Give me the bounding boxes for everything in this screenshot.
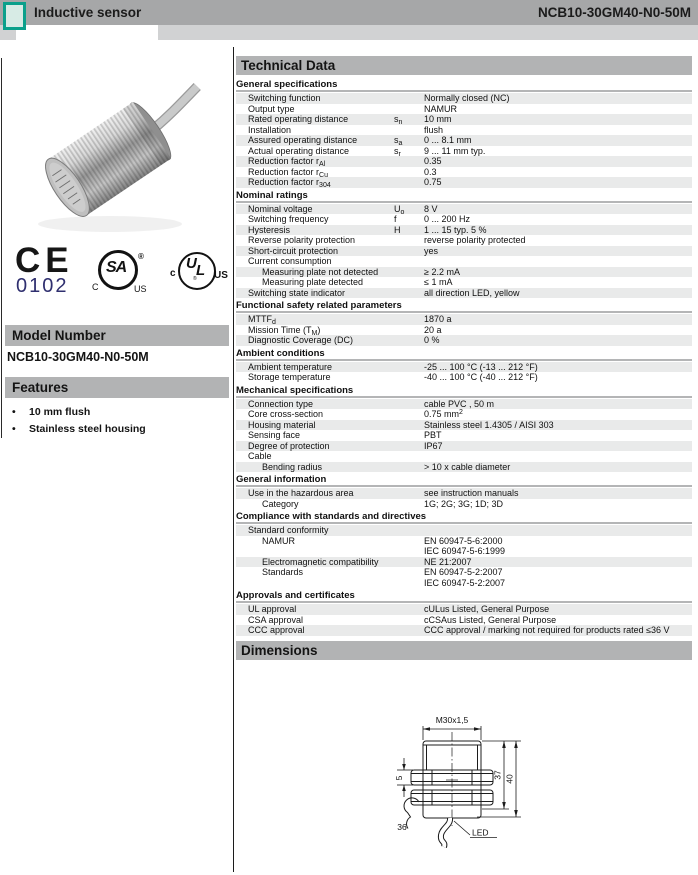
spec-label: Rated operating distance <box>248 114 349 124</box>
spec-value: 10 mm <box>424 114 452 124</box>
spec-value: PBT <box>424 430 442 440</box>
spec-value: -25 ... 100 °C (-13 ... 212 °F) <box>424 361 538 372</box>
spec-value: ≤ 1 mA <box>424 277 453 287</box>
spec-row <box>236 225 692 236</box>
spec-row <box>236 256 692 267</box>
spec-value: ≥ 2.2 mA <box>424 266 460 277</box>
spec-value: > 10 x cable diameter <box>424 461 511 472</box>
ce-notified-body-number: 0102 <box>16 275 69 297</box>
csa-letters: SA <box>106 259 127 276</box>
spec-symbol <box>394 267 424 278</box>
spec-row <box>236 125 692 136</box>
ul-mark <box>170 252 228 294</box>
spec-label: Housing material <box>248 419 316 430</box>
header-model-number: NCB10-30GM40-N0-50M <box>537 5 691 20</box>
spec-section-header: Functional safety related parameters <box>236 298 692 313</box>
spec-value: 0 ... 8.1 mm <box>424 135 472 145</box>
spec-row <box>236 114 692 125</box>
spec-row <box>236 499 692 510</box>
spec-row <box>236 167 692 178</box>
spec-symbol <box>394 325 424 336</box>
spec-label: Reduction factor $r_{304}$ <box>248 177 331 189</box>
spec-value: Stainless steel 1.4305 / AISI 303 <box>424 419 554 430</box>
spec-symbol <box>394 314 424 325</box>
spec-value: 0 % <box>424 335 440 345</box>
ul-registered-icon: ® <box>193 276 197 282</box>
csa-us-label: US <box>134 284 147 294</box>
spec-row <box>236 420 692 431</box>
spec-value: cCSAus Listed, General Purpose <box>424 614 557 625</box>
spec-value: 0.3 <box>424 166 437 177</box>
spec-row <box>236 604 692 615</box>
spec-section-header: Mechanical specifications <box>236 383 692 398</box>
spec-label: Sensing face <box>248 430 301 440</box>
spec-label: Ambient temperature <box>248 361 333 372</box>
spec-symbol <box>394 409 424 420</box>
spec-row <box>236 156 692 167</box>
spec-value: NAMUR <box>424 103 457 114</box>
spec-row <box>236 314 692 325</box>
spec-symbol <box>394 499 424 510</box>
spec-row <box>236 441 692 452</box>
spec-symbol <box>394 451 424 462</box>
main-content <box>234 0 698 872</box>
spec-value <box>424 451 692 462</box>
spec-label: Use in the hazardous area <box>248 488 354 498</box>
spec-row <box>236 93 692 104</box>
photo-shadow <box>38 216 182 232</box>
spec-section-header: Approvals and certificates <box>236 588 692 603</box>
spec-row <box>236 146 692 157</box>
ul-us-label: US <box>214 270 228 281</box>
spec-label: Bending radius <box>262 461 323 472</box>
spec-symbol <box>394 256 424 267</box>
spec-symbol: $s_a$ <box>394 135 403 147</box>
spec-symbol <box>394 156 424 167</box>
spec-value: Normally closed (NC) <box>424 93 510 103</box>
bullet-icon: • <box>12 406 16 418</box>
spec-value: EN 60947-5-6:2000 IEC 60947-5-6:1999 <box>424 535 506 556</box>
spec-symbol <box>394 399 424 410</box>
spec-row <box>236 557 692 568</box>
spec-value: EN 60947-5-2:2007 IEC 60947-5-2:2007 <box>424 567 506 588</box>
spec-label: Hysteresis <box>248 224 291 235</box>
ul-letter-u: U <box>186 255 197 272</box>
brand-logo-icon <box>3 2 26 30</box>
spec-symbol: $s_r$ <box>394 145 401 158</box>
spec-row <box>236 399 692 410</box>
spec-label: Switching state indicator <box>248 287 346 298</box>
spec-symbol <box>394 604 424 615</box>
spec-row <box>236 277 692 288</box>
spec-label: Short-circuit protection <box>248 245 339 256</box>
spec-symbol: $s_n$ <box>394 114 403 126</box>
spec-label: Actual operating distance <box>248 145 350 156</box>
header-substrip-notch <box>16 25 158 40</box>
spec-section-header: General information <box>236 472 692 487</box>
spec-symbol <box>394 462 424 473</box>
spec-label: Assured operating distance <box>248 135 358 145</box>
spec-row <box>236 104 692 115</box>
spec-label: Category <box>262 498 299 509</box>
feature-item <box>10 421 225 438</box>
spec-row <box>236 567 692 588</box>
spec-symbol <box>394 362 424 373</box>
thread-label: M30x1,5 <box>435 715 469 725</box>
spec-row <box>236 462 692 473</box>
spec-value: see instruction manuals <box>424 488 519 498</box>
spec-row <box>236 235 692 246</box>
length-40-label: 40 <box>504 774 515 784</box>
spec-symbol <box>394 441 424 452</box>
spec-value: 9 ... 11 mm typ. <box>424 145 486 156</box>
spec-symbol <box>394 567 424 588</box>
spec-value: IP67 <box>424 440 443 451</box>
spec-row <box>236 204 692 215</box>
spec-symbol <box>394 488 424 499</box>
spec-label: Nominal voltage <box>248 203 313 214</box>
spec-value: 8 V <box>424 203 438 214</box>
spec-symbol <box>394 177 424 188</box>
technical-data-heading: Technical Data <box>236 56 692 75</box>
spec-row <box>236 267 692 278</box>
spec-value: NE 21:2007 <box>424 556 472 567</box>
spec-row <box>236 525 692 536</box>
spec-row <box>236 362 692 373</box>
spec-value: 20 a <box>424 324 442 335</box>
spec-value: 1870 a <box>424 314 452 324</box>
csa-registered-icon: ® <box>138 252 144 261</box>
spec-section-header: General specifications <box>236 77 692 92</box>
spec-symbol <box>394 615 424 626</box>
spec-symbol <box>394 277 424 288</box>
spec-label: Reduction factor $r_{Cu}$ <box>248 166 328 179</box>
nut-height-label: 5 <box>394 775 404 781</box>
spec-row <box>236 177 692 188</box>
spec-label: Switching function <box>248 93 321 103</box>
spec-value: 0.75 $mm^2$ <box>424 409 463 419</box>
spec-row <box>236 536 692 557</box>
feature-text: 10 mm flush <box>29 406 91 418</box>
spec-symbol <box>394 372 424 383</box>
spec-row <box>236 430 692 441</box>
feature-item <box>10 404 225 421</box>
spec-label: Standards <box>262 567 304 577</box>
spec-label: Measuring plate detected <box>262 277 364 287</box>
spec-symbol <box>394 104 424 115</box>
ul-c-label: c <box>170 268 176 279</box>
spec-section-header: Compliance with standards and directives <box>236 509 692 524</box>
spec-symbol: f <box>394 214 397 224</box>
spec-label: Measuring plate not detected <box>262 266 379 277</box>
spec-label: Mission Time $(T_M)$ <box>248 324 321 337</box>
model-number-value: NCB10-30GM40-N0-50M <box>7 350 149 364</box>
spec-symbol: $U_o$ <box>394 203 405 216</box>
spec-row <box>236 288 692 299</box>
spec-row <box>236 325 692 336</box>
spec-row <box>236 409 692 420</box>
spec-symbol <box>394 430 424 441</box>
spec-symbol <box>394 420 424 431</box>
spec-label: Installation <box>248 124 292 135</box>
spec-symbol <box>394 536 424 557</box>
dimensions-heading: Dimensions <box>236 641 692 660</box>
spec-value: yes <box>424 245 439 256</box>
spec-row <box>236 246 692 257</box>
spec-symbol <box>394 525 424 536</box>
spec-label: Degree of protection <box>248 440 330 451</box>
spec-symbol <box>394 125 424 136</box>
features-heading: Features <box>5 377 229 398</box>
spec-value: 0.75 <box>424 177 442 187</box>
product-type-title: Inductive sensor <box>34 5 142 20</box>
spec-symbol <box>394 246 424 257</box>
spec-row <box>236 625 692 636</box>
spec-label: Reverse polarity protection <box>248 235 356 245</box>
spec-label: UL approval <box>248 604 297 614</box>
spec-symbol <box>394 625 424 636</box>
spec-label: Storage temperature <box>248 372 331 382</box>
spec-symbol <box>394 335 424 346</box>
spec-value: 0.35 <box>424 156 442 166</box>
ce-letters: CE <box>15 241 74 280</box>
length-37-label: 37 <box>492 770 503 780</box>
spec-value: -40 ... 100 °C (-40 ... 212 °F) <box>424 372 538 382</box>
spec-label: Standard conformity <box>248 525 329 535</box>
spec-value: 1 ... 15 typ. 5 % <box>424 224 487 235</box>
spec-label: Output type <box>248 103 295 114</box>
led-label: LED <box>472 827 489 838</box>
spec-row <box>236 488 692 499</box>
ul-letter-l: L <box>196 262 206 279</box>
ce-mark <box>15 241 74 297</box>
spec-label: Electromagnetic compatibility <box>262 556 379 567</box>
spec-symbol <box>394 93 424 104</box>
spec-value: CCC approval / marking not required for products rated ≤36 V <box>424 625 670 635</box>
spec-label: Switching frequency <box>248 214 329 224</box>
spec-value: all direction LED, yellow <box>424 287 520 298</box>
spec-row <box>236 135 692 146</box>
spec-row <box>236 451 692 462</box>
product-photo-drawing <box>10 56 225 242</box>
spec-value <box>424 525 692 536</box>
wrench-size-label: 36 <box>397 822 407 832</box>
spec-value <box>424 256 692 267</box>
model-number-heading: Model Number <box>5 325 229 346</box>
spec-label: Cable <box>248 451 272 461</box>
spec-row <box>236 335 692 346</box>
spec-value: cable PVC , 50 m <box>424 398 495 409</box>
spec-value: cULus Listed, General Purpose <box>424 604 550 614</box>
spec-section-header: Nominal ratings <box>236 188 692 203</box>
spec-value: 1G; 2G; 3G; 1D; 3D <box>424 498 504 509</box>
technical-data-table <box>236 77 692 636</box>
spec-value: flush <box>424 124 444 135</box>
spec-label: NAMUR <box>262 535 295 546</box>
spec-value: reverse polarity protected <box>424 235 526 245</box>
spec-symbol <box>394 235 424 246</box>
spec-symbol <box>394 167 424 178</box>
spec-row <box>236 214 692 225</box>
spec-symbol: H <box>394 224 401 235</box>
spec-row <box>236 372 692 383</box>
spec-label: Connection type <box>248 398 314 409</box>
spec-label: $MTTF_d$ <box>248 314 276 326</box>
spec-label: Diagnostic Coverage (DC) <box>248 335 354 345</box>
spec-label: Reduction factor $r_{Al}$ <box>248 156 326 168</box>
spec-value: 0 ... 200 Hz <box>424 214 471 224</box>
spec-label: Core cross-section <box>248 409 324 419</box>
spec-label: Current consumption <box>248 256 332 266</box>
features-list <box>10 404 225 438</box>
bullet-icon: • <box>12 423 16 435</box>
certification-marks <box>0 241 233 306</box>
spec-symbol <box>394 288 424 299</box>
dimension-drawing <box>329 714 599 870</box>
spec-row <box>236 615 692 626</box>
spec-symbol <box>394 557 424 568</box>
product-photo <box>10 56 225 242</box>
spec-label: CCC approval <box>248 625 305 635</box>
csa-mark <box>92 250 147 294</box>
feature-text: Stainless steel housing <box>29 423 146 435</box>
csa-c-label: C <box>92 282 99 292</box>
spec-label: CSA approval <box>248 614 304 625</box>
spec-section-header: Ambient conditions <box>236 346 692 361</box>
